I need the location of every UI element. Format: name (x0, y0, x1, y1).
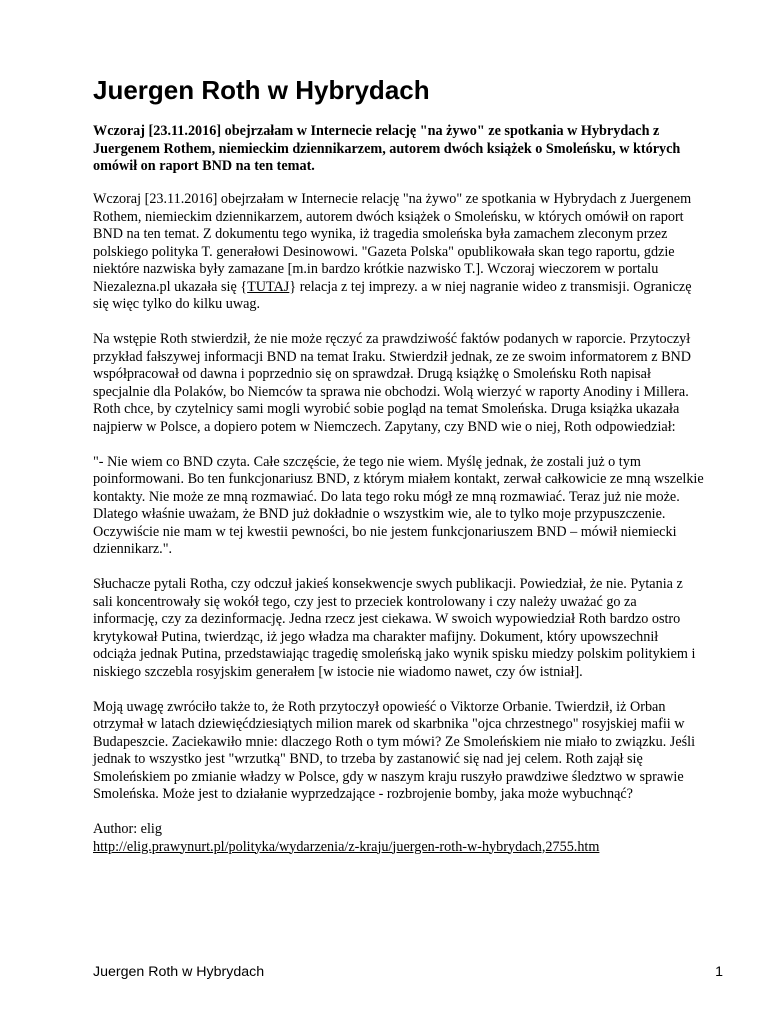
article-lead: Wczoraj [23.11.2016] obejrzałam w Internecie relację "na żywo" ze spotkania w Hybrydach z Juergenem Rothem, niemieckim dziennikarzem, autorem dwóch książek o Smoleńsku, w których omówił on raport BND na ten temat. (93, 123, 681, 174)
author-block (93, 821, 705, 856)
article-body (93, 191, 705, 856)
author-line: Author: elig (93, 821, 162, 837)
article-title: Juergen Roth w Hybrydach (93, 75, 430, 105)
tutaj-link[interactable]: TUTAJ (247, 278, 290, 295)
paragraph-5: Moją uwagę zwróciło także to, że Roth przytoczył opowieść o Viktorze Orbanie. Twierdził, iż Orban otrzymał w latach dziewięćdziesiątych milion marek od skarbnika "ojca chrzestnego" rosyjskiej mafii w Budapeszcie. Zaciekawiło mnie: dlaczego Roth o tym mówi? Ze Smoleńskiem nie miało to związku. Jeśli jednak to wszystko jest "wrzutką" BND, to trzeba by zastanowić się nad jej celem. Roth zajął się Smoleńskiem po zmianie władzy w Polsce, gdy w naszym kraju ruszyło prawdziwe śledztwo w sprawie Smoleńska. Może jest to działanie wyprzedzające - rozbrojenie bomby, jaka może wybuchnąć? (93, 698, 696, 802)
paragraph-1-text-before: Wczoraj [23.11.2016] obejrzałam w Internecie relację "na żywo" ze spotkania w Hybrydach z Juergenem Rothem, niemieckim dziennikarzem, autorem dwóch książek o Smoleńsku, w których omówił on raport BND na ten temat. Z dokumentu tego wynika, iż tragedia smoleńska była zamachem zleconym przez polskiego polityka T. generałowi Desinowowi. "Gazeta Polska" opublikowała skan tego raportu, gdzie niektóre nazwiska były zamazane [m.in bardzo krótkie nazwisko T.]. Wczoraj wieczorem w portalu Niezalezna.pl ukazała się { (93, 191, 692, 295)
paragraph-3-quote: "- Nie wiem co BND czyta. Całe szczęście, że tego nie wiem. Myślę jednak, że zostali już o tym poinformowani. Bo ten funkcjonariusz BND, z którym miałem kontakt, zerwał całkowicie ze mną wszelkie kontakty. Nie może ze mną rozmawiać. Do lata tego roku mógł ze mną rozmawiać. Teraz już nie może. Dlatego właśnie uważam, że BND już dokładnie o wszystkim wie, ale to tylko moje przypuszczenie. Oczywiście nie mam w tej kwestii pewności, bo nie jestem funkcjonariuszem BND – mówił niemiecki dziennikarz.". (93, 453, 704, 557)
source-url-link[interactable]: http://elig.prawynurt.pl/polityka/wydarzenia/z-kraju/juergen-roth-w-hybrydach,2755.htm (93, 838, 600, 855)
page-number: 1 (715, 964, 723, 980)
paragraph-2: Na wstępie Roth stwierdził, że nie może ręczyć za prawdziwość faktów podanych w raporcie. Przytoczył przykład fałszywej informacji BND na temat Iraku. Stwierdził jednak, ze ze swoim informatorem z BND współpracował od dawna i poprzednio się on sprawdzał. Drugą książkę o Smoleńsku Roth napisał specjalnie dla Polaków, bo Niemców ta sprawa nie obchodzi. Wolą wierzyć w raporty Anodiny i Millera. Roth chce, by czytelnicy sami mogli wyrobić sobie pogląd na temat Smoleńska. Druga książka ukazała najpierw w Polsce, a dopiero potem w Niemczech. Zapytany, czy BND wie o niej, Roth odpowiedział: (93, 331, 692, 435)
paragraph-4: Słuchacze pytali Rotha, czy odczuł jakieś konsekwencje swych publikacji. Powiedział, że nie. Pytania z sali koncentrowały się wokół tego, czy jest to przeciek kontrolowany i czy należy uważać go za informację, czy za dezinformację. Jedna rzecz jest ciekawa. W swoich wypowiedział Roth bardzo ostro krytykował Putina, twierdząc, iż jego władza ma charakter mafijny. Dokument, który upowszechnił odciąża jednak Putina, przedstawiając tragedię smoleńską jako wynik spisku miedzy polskim politykiem i niskiego szczebla rosyjskim generałem [w istocie nie wiadomo nawet, czy ów istniał]. (93, 576, 696, 680)
paragraph-1-text-after: } relacja z tej imprezy. a w niej nagranie wideo z transmisji. Ograniczę się więc tylko do kilku uwag. (93, 278, 692, 312)
paragraph-1 (93, 191, 705, 314)
footer-title: Juergen Roth w Hybrydach (93, 964, 265, 980)
